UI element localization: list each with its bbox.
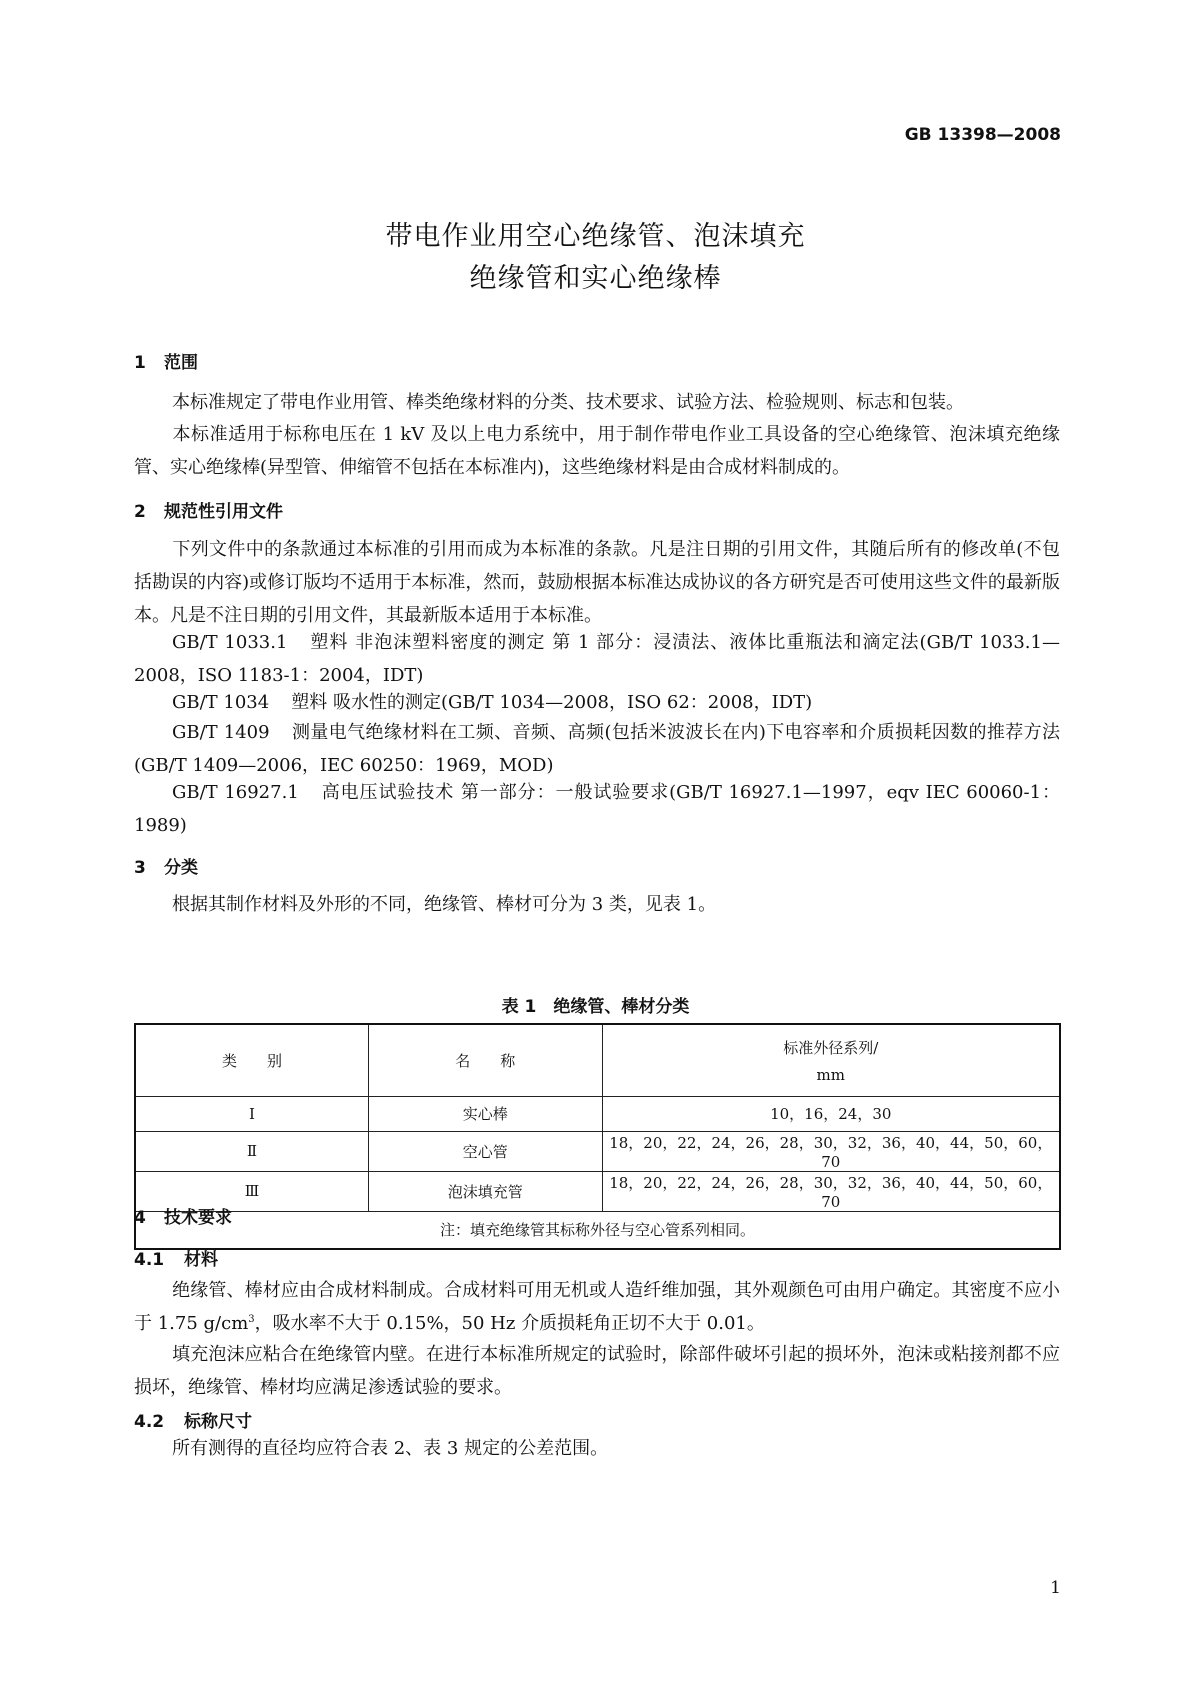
section-title: 分类	[164, 858, 198, 878]
subsection-4-1-paragraph-2: 填充泡沫应粘合在绝缘管内壁。在进行本标准所规定的试验时，除部件破坏引起的损坏外，泡沫或粘接剂都不应损坏，绝缘管、棒材均应满足渗透试验的要求。	[134, 1344, 1060, 1398]
cell-diameters: 18，20，22，24，26，28，30，32，36，40，44，50，60，70	[602, 1131, 1060, 1171]
cell-diameters: 18，20，22，24，26，28，30，32，36，40，44，50，60，70	[602, 1171, 1060, 1211]
cell-diameters: 10，16，24，30	[602, 1096, 1060, 1131]
section-number: 1	[134, 353, 146, 373]
reference-code: GB/T 1033.1	[172, 632, 288, 653]
reference-item	[134, 716, 1060, 782]
section-title: 范围	[164, 353, 198, 373]
cell-name: 空心管	[369, 1131, 603, 1171]
subsection-title: 材料	[184, 1250, 218, 1270]
table-1-caption: 表 1 绝缘管、棒材分类	[501, 997, 690, 1017]
subsection-4-2-paragraph-1: 所有测得的直径均应符合表 2、表 3 规定的公差范围。	[172, 1438, 609, 1459]
header-category: 类 别	[135, 1024, 369, 1096]
subsection-4-1-paragraph-1: 绝缘管、棒材应由合成材料制成。合成材料可用无机或人造纤维加强，其外观颜色可由用户确定。其密度不应小于 1.75 $g/cm^3$，吸水率不大于 0.15%，50 Hz 介质损耗角正切不大于 0.01。	[134, 1280, 1060, 1334]
header-name: 名 称	[369, 1024, 603, 1096]
document-title-line1: 带电作业用空心绝缘管、泡沫填充	[385, 221, 806, 252]
reference-item	[134, 626, 1060, 692]
reference-code: GB/T 1409	[172, 722, 270, 743]
subsection-title: 标称尺寸	[184, 1412, 252, 1432]
section-title: 规范性引用文件	[164, 502, 283, 522]
section-number: 2	[134, 502, 146, 522]
section-3-heading	[134, 853, 198, 878]
reference-item	[134, 686, 1060, 719]
reference-code: GB/T 1034	[172, 692, 270, 713]
cell-category: Ⅰ	[135, 1096, 369, 1131]
section-1-paragraph-2: 本标准适用于标称电压在 1 kV 及以上电力系统中，用于制作带电作业工具设备的空心绝缘管、泡沫填充绝缘管、实心绝缘棒(异型管、伸缩管不包括在本标准内)，这些绝缘材料是由合成材料制成的。	[134, 424, 1060, 478]
cell-name: 泡沫填充管	[369, 1171, 603, 1211]
classification-table	[134, 1023, 1061, 1250]
document-title-line2: 绝缘管和实心绝缘棒	[469, 263, 722, 294]
header-diameter: 标准外径系列/ mm	[602, 1024, 1060, 1096]
section-1-paragraph-1: 本标准规定了带电作业用管、棒类绝缘材料的分类、技术要求、试验方法、检验规则、标志和包装。	[172, 392, 964, 413]
section-1-heading	[134, 348, 198, 373]
section-4-heading	[134, 1203, 232, 1228]
cell-category: Ⅱ	[135, 1131, 369, 1171]
reference-item	[134, 776, 1060, 842]
reference-text: 塑料 非泡沫塑料密度的测定 第 1 部分：浸渍法、液体比重瓶法和滴定法(GB/T 1033.1—2008，ISO 1183-1：2004，IDT)	[134, 632, 1060, 686]
table-row	[135, 1171, 1060, 1211]
subsection-4-1-heading	[134, 1245, 218, 1270]
cell-name: 实心棒	[369, 1096, 603, 1131]
table-header-row	[135, 1024, 1060, 1096]
section-3-paragraph-1: 根据其制作材料及外形的不同，绝缘管、棒材可分为 3 类，见表 1。	[172, 894, 717, 915]
standard-code: GB 13398—2008	[904, 125, 1061, 145]
reference-text: 高电压试验技术 第一部分：一般试验要求(GB/T 16927.1—1997，eqv IEC 60060-1：1989)	[134, 782, 1060, 836]
table-row	[135, 1131, 1060, 1171]
subsection-number: 4.2	[134, 1412, 165, 1432]
subsection-number: 4.1	[134, 1250, 165, 1270]
reference-code: GB/T 16927.1	[172, 782, 299, 803]
table-note-row	[135, 1211, 1060, 1249]
section-number: 3	[134, 858, 146, 878]
cell-category: Ⅲ	[135, 1171, 369, 1211]
section-2-paragraph-1: 下列文件中的条款通过本标准的引用而成为本标准的条款。凡是注日期的引用文件，其随后所有的修改单(不包括勘误的内容)或修订版均不适用于本标准，然而，鼓励根据本标准达成协议的各方研究是否可使用这些文件的最新版本。凡是不注日期的引用文件，其最新版本适用于本标准。	[134, 539, 1060, 626]
table-note: 注：填充绝缘管其标称外径与空心管系列相同。	[135, 1211, 1060, 1249]
reference-text: 塑料 吸水性的测定(GB/T 1034—2008，ISO 62：2008，IDT)	[291, 692, 813, 713]
subsection-4-2-heading	[134, 1407, 252, 1432]
section-2-heading	[134, 497, 283, 522]
reference-text: 测量电气绝缘材料在工频、音频、高频(包括米波波长在内)下电容率和介质损耗因数的推荐方法(GB/T 1409—2006，IEC 60250：1969，MOD)	[134, 722, 1060, 776]
section-title: 技术要求	[164, 1208, 232, 1228]
page-number: 1	[1050, 1578, 1061, 1598]
table-row	[135, 1096, 1060, 1131]
section-number: 4	[134, 1208, 146, 1228]
